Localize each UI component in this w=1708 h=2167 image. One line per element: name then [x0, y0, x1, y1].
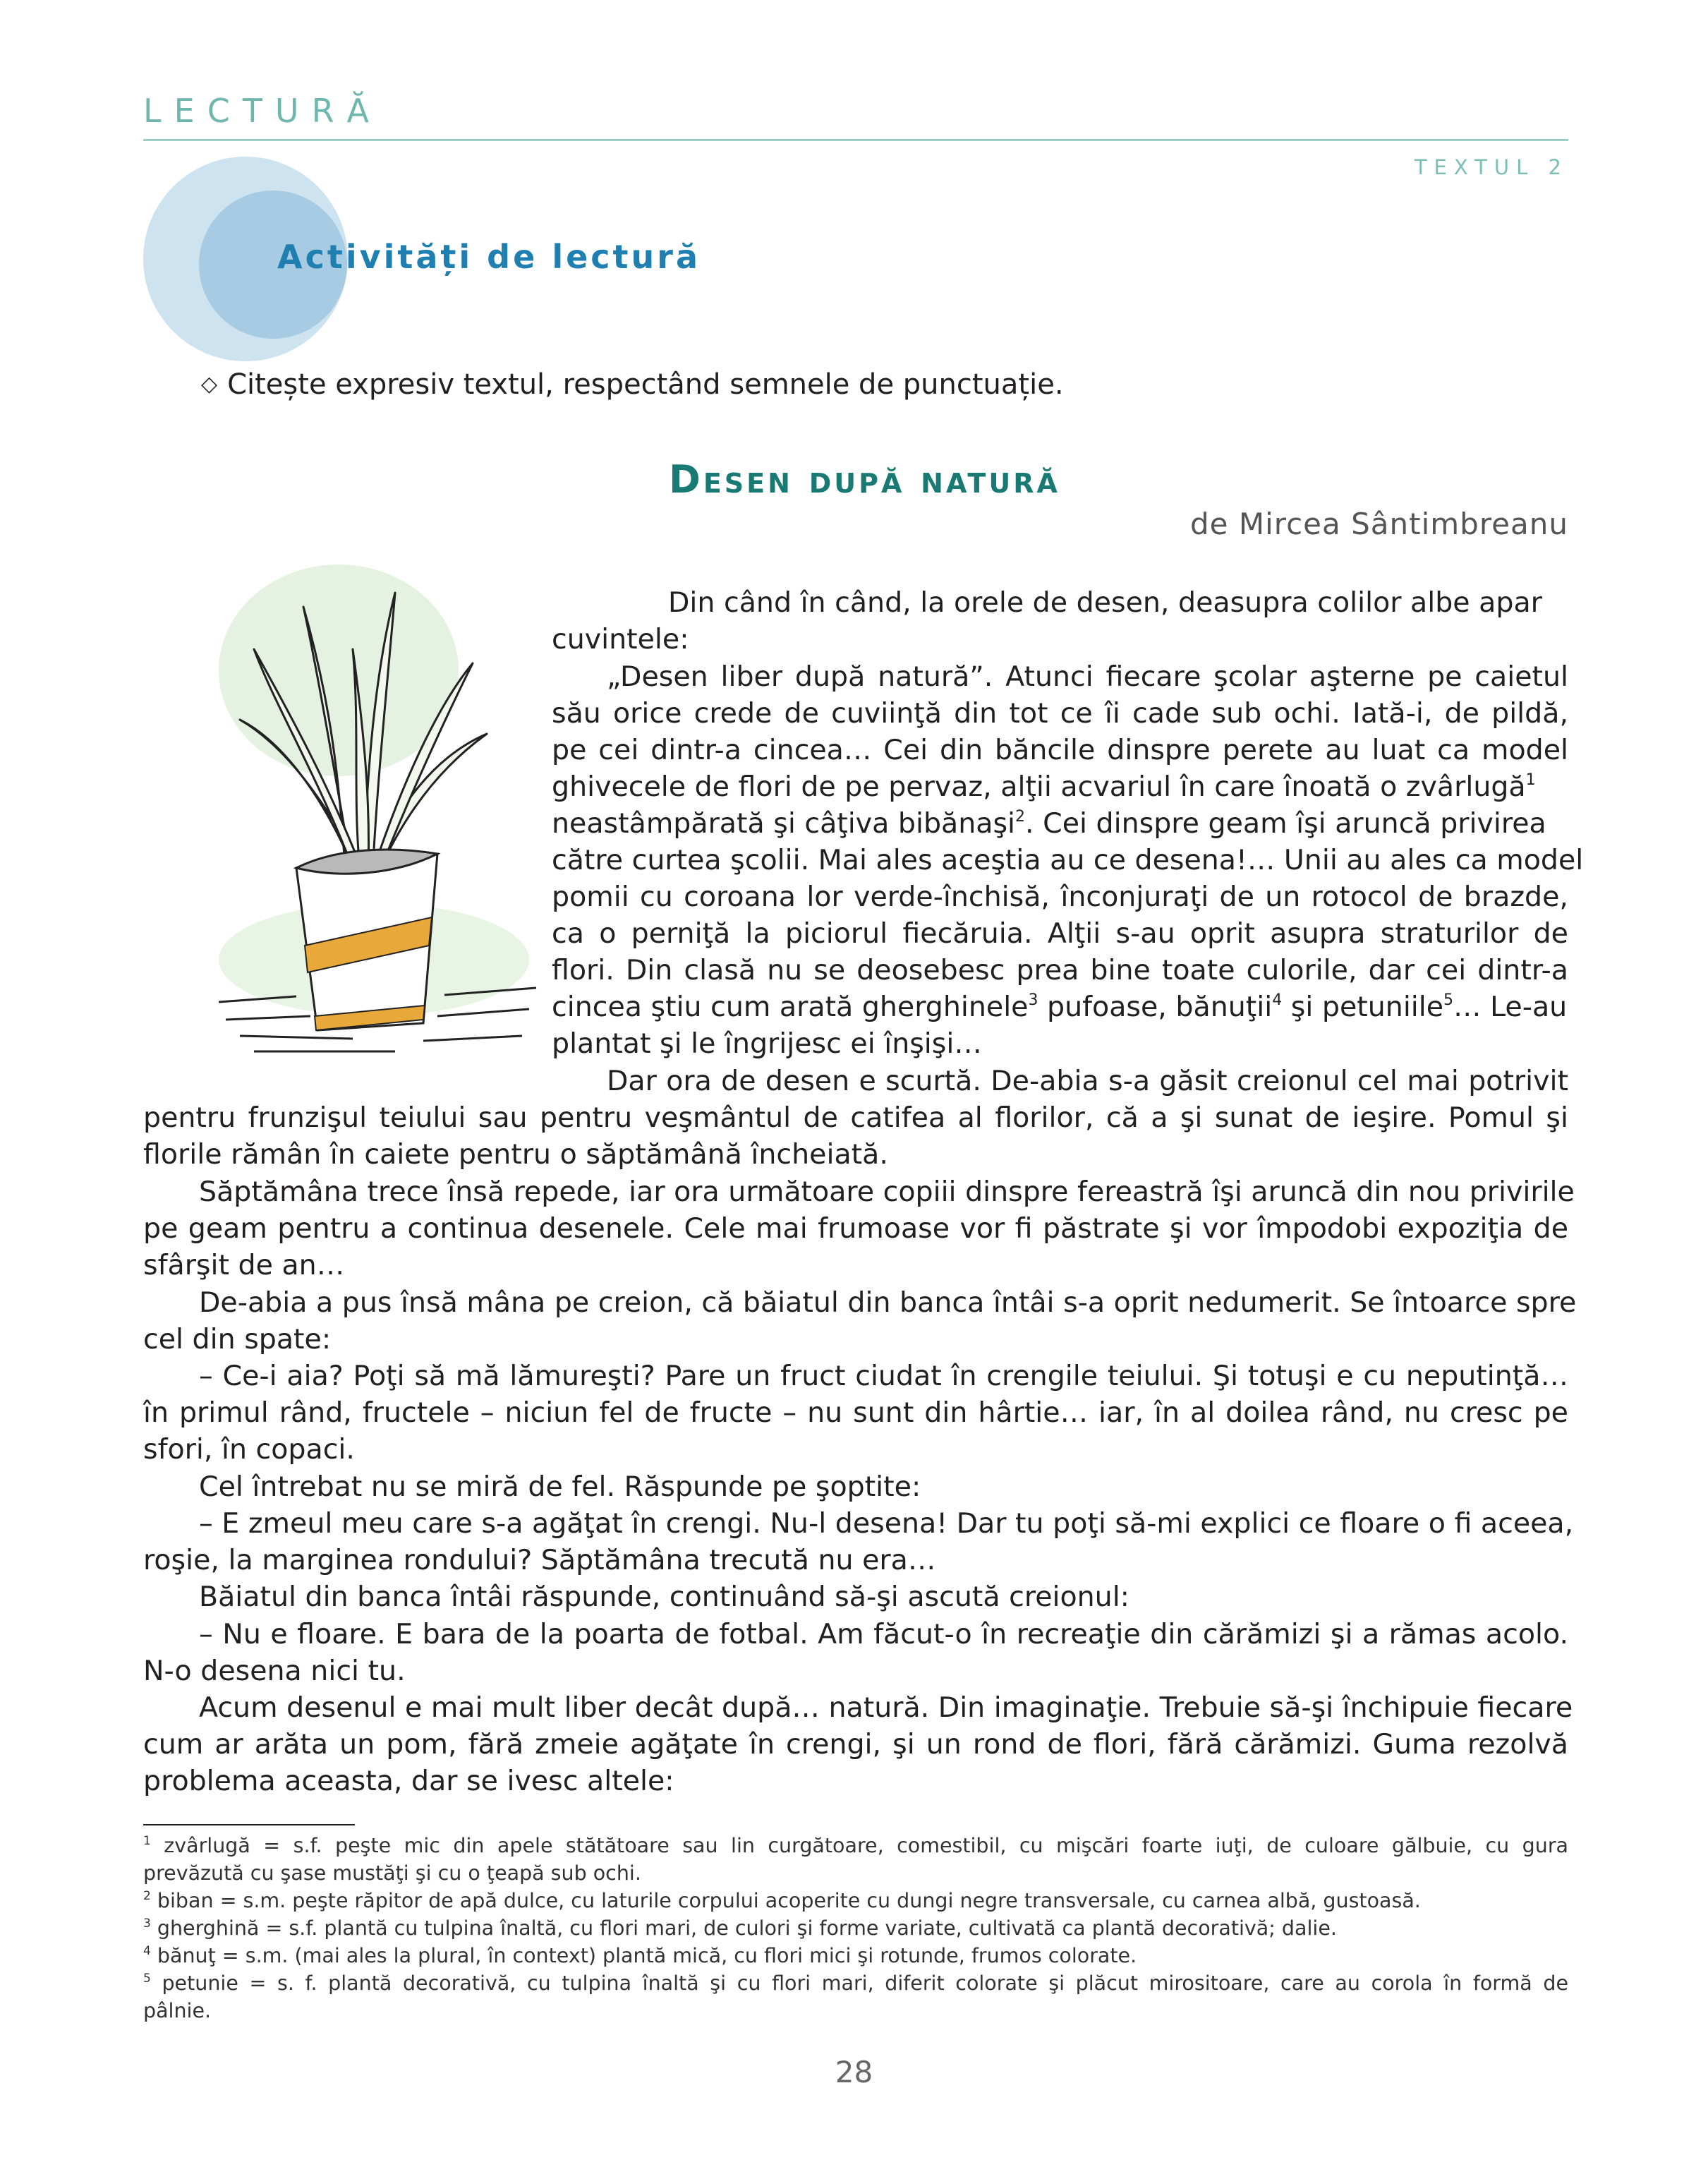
story-line: pentru frunzişul teiului sau pentru veşmântul de catifea al florilor, că a şi sunat de ieşire. Pomul şi — [143, 1101, 1568, 1134]
story-line: – E zmeul meu care s-a agăţat în crengi. Nu-l desena! Dar tu poţi să-mi explici ce floare o fi aceea, — [199, 1507, 1574, 1540]
footnote: $^5$ petunie = s. f. plantă decorativă, cu tulpina înaltă şi cu flori mari, diferit colorate şi plăcut mirositoare, care au corola în formă de — [143, 1972, 1568, 1995]
story-line: Cel întrebat nu se miră de fel. Răspunde pe şoptite: — [199, 1471, 921, 1503]
instruction-text: Citește expresiv textul, respectând semnele de punctuație. — [227, 368, 1064, 401]
story-line: flori. Din clasă nu se deosebesc prea bine toate culorile, dar cei dintr-a — [552, 954, 1568, 986]
story-line: cincea ştiu cum arată gherghinele$^3$ pufoase, bănuţii$^4$ şi petuniile$^5$… Le-au — [552, 991, 1568, 1023]
story-line: „Desen liber după natură”. Atunci fiecare şcolar aşterne pe caietul — [607, 660, 1568, 693]
footnote-mark: 1 — [1525, 771, 1536, 789]
activities-title: Activități de lectură — [277, 238, 701, 276]
story-line: Acum desenul e mai mult liber decât după… natură. Din imaginaţie. Trebuie să-şi închipuie fiecare — [199, 1691, 1573, 1724]
section-label: LECTURĂ — [143, 92, 382, 130]
footnote-continuation: prevăzută cu şase mustăţi şi cu o ţeapă sub ochi. — [143, 1861, 641, 1885]
story-line: pe cei dintr-a cincea… Cei din băncile dinspre perete au luat ca model — [552, 734, 1568, 766]
page-number: 28 — [835, 2055, 873, 2089]
story-line: sfârşit de an… — [143, 1249, 345, 1281]
diamond-bullet-icon: ◇ — [201, 372, 218, 397]
story-line: Băiatul din banca întâi răspunde, continuând să-şi ascută creionul: — [199, 1581, 1129, 1613]
story-line: pomii cu coroana lor verde-închisă, înconjuraţi de un rotocol de brazde, — [552, 881, 1568, 913]
story-line: către curtea şcolii. Mai ales aceştia au ce desena!… Unii au ales ca model — [552, 844, 1584, 876]
instruction — [201, 368, 1064, 401]
story-line: sfori, în copaci. — [143, 1433, 355, 1466]
story-line: Dar ora de desen e scurtă. De-abia s-a găsit creionul cel mai potrivit — [607, 1065, 1568, 1097]
footnote: $^4$ bănuţ = s.m. (mai ales la plural, în context) plantă mică, cu flori mici şi rotunde, frumos colorate. — [143, 1944, 1137, 1967]
story-line: cum ar arăta un pom, fără zmeie agăţate în crengi, şi un rond de flori, fără cărămizi. Guma rezolvă — [143, 1728, 1568, 1761]
story-line: neastâmpărată şi câţiva bibănaşi$^2$. Cei dinspre geam îşi aruncă privirea — [552, 807, 1546, 840]
footnote-mark: 3 — [1028, 991, 1038, 1009]
story-title: Desen după natură — [669, 457, 1060, 502]
story-author: de Mircea Sântimbreanu — [1189, 507, 1568, 541]
footnote: $^2$ biban = s.m. peşte răpitor de apă dulce, cu laturile corpului acoperite cu dungi negre transversale, cu carnea albă, gustoasă. — [143, 1889, 1421, 1912]
story-line: florile rămân în caiete pentru o săptămână încheiată. — [143, 1138, 888, 1171]
footnote-mark: 2 — [1015, 808, 1026, 826]
story-line: său orice crede de cuviinţă din tot ce îi cade sub ochi. Iată-i, de pildă, — [552, 697, 1568, 730]
story-line: roşie, la marginea rondului? Săptămâna trecută nu era… — [143, 1544, 936, 1576]
potted-plant-illustration — [212, 565, 543, 1058]
story-line: Săptămâna trece însă repede, iar ora următoare copiii dinspre fereastră îşi aruncă din nou privirile — [199, 1176, 1575, 1208]
story-line: în primul rând, fructele – niciun fel de fructe – nu sunt din hârtie… iar, în al doilea rând, nu cresc pe — [143, 1396, 1568, 1429]
story-line: – Nu e floare. E bara de la poarta de fotbal. Am făcut-o în recreaţie din cărămizi şi a rămas acolo. — [199, 1618, 1568, 1650]
story-line: cel din spate: — [143, 1323, 332, 1356]
story-line: Din când în când, la orele de desen, deasupra colilor albe apar — [668, 586, 1542, 619]
footnote-continuation: pâlnie. — [143, 1999, 212, 2022]
footnote: $^1$ zvârlugă = s.f. peşte mic din apele stătătoare sau lin curgătoare, comestibil, cu mişcări foarte iuţi, de culoare gălbuie, cu gura — [143, 1834, 1568, 1857]
footnote-mark: 4 — [1272, 991, 1283, 1009]
story-line: plantat şi le îngrijesc ei înşişi… — [552, 1027, 982, 1060]
header-rule — [143, 139, 1568, 141]
footnote: $^3$ gherghină = s.f. plantă cu tulpina înaltă, cu flori mari, de culori şi forme variate, cultivată ca plantă decorativă; dalie. — [143, 1917, 1337, 1940]
story-line: pe geam pentru a continua desenele. Cele mai frumoase vor fi păstrate şi vor împodobi expoziţia de — [143, 1212, 1568, 1245]
text-number: TEXTUL 2 — [1414, 155, 1568, 179]
footnote-mark: 5 — [1443, 991, 1454, 1009]
footnote-rule — [143, 1824, 355, 1825]
story-line: cuvintele: — [552, 623, 689, 656]
story-line: ghivecele de flori de pe pervaz, alţii acvariul în care înoată o zvârlugă$^1$ — [552, 771, 1536, 803]
story-line: ca o perniţă la piciorul fiecăruia. Alţii s-au oprit asupra straturilor de — [552, 917, 1568, 950]
story-line: De-abia a pus însă mâna pe creion, că băiatul din banca întâi s-a oprit nedumerit. Se întoarce spre — [199, 1286, 1577, 1319]
story-line: N-o desena nici tu. — [143, 1655, 406, 1687]
story-line: – Ce-i aia? Poţi să mă lămureşti? Pare un fruct ciudat în crengile teiului. Şi totuşi e cu neputinţă… — [199, 1360, 1568, 1392]
story-line: problema aceasta, dar se ivesc altele: — [143, 1765, 674, 1797]
